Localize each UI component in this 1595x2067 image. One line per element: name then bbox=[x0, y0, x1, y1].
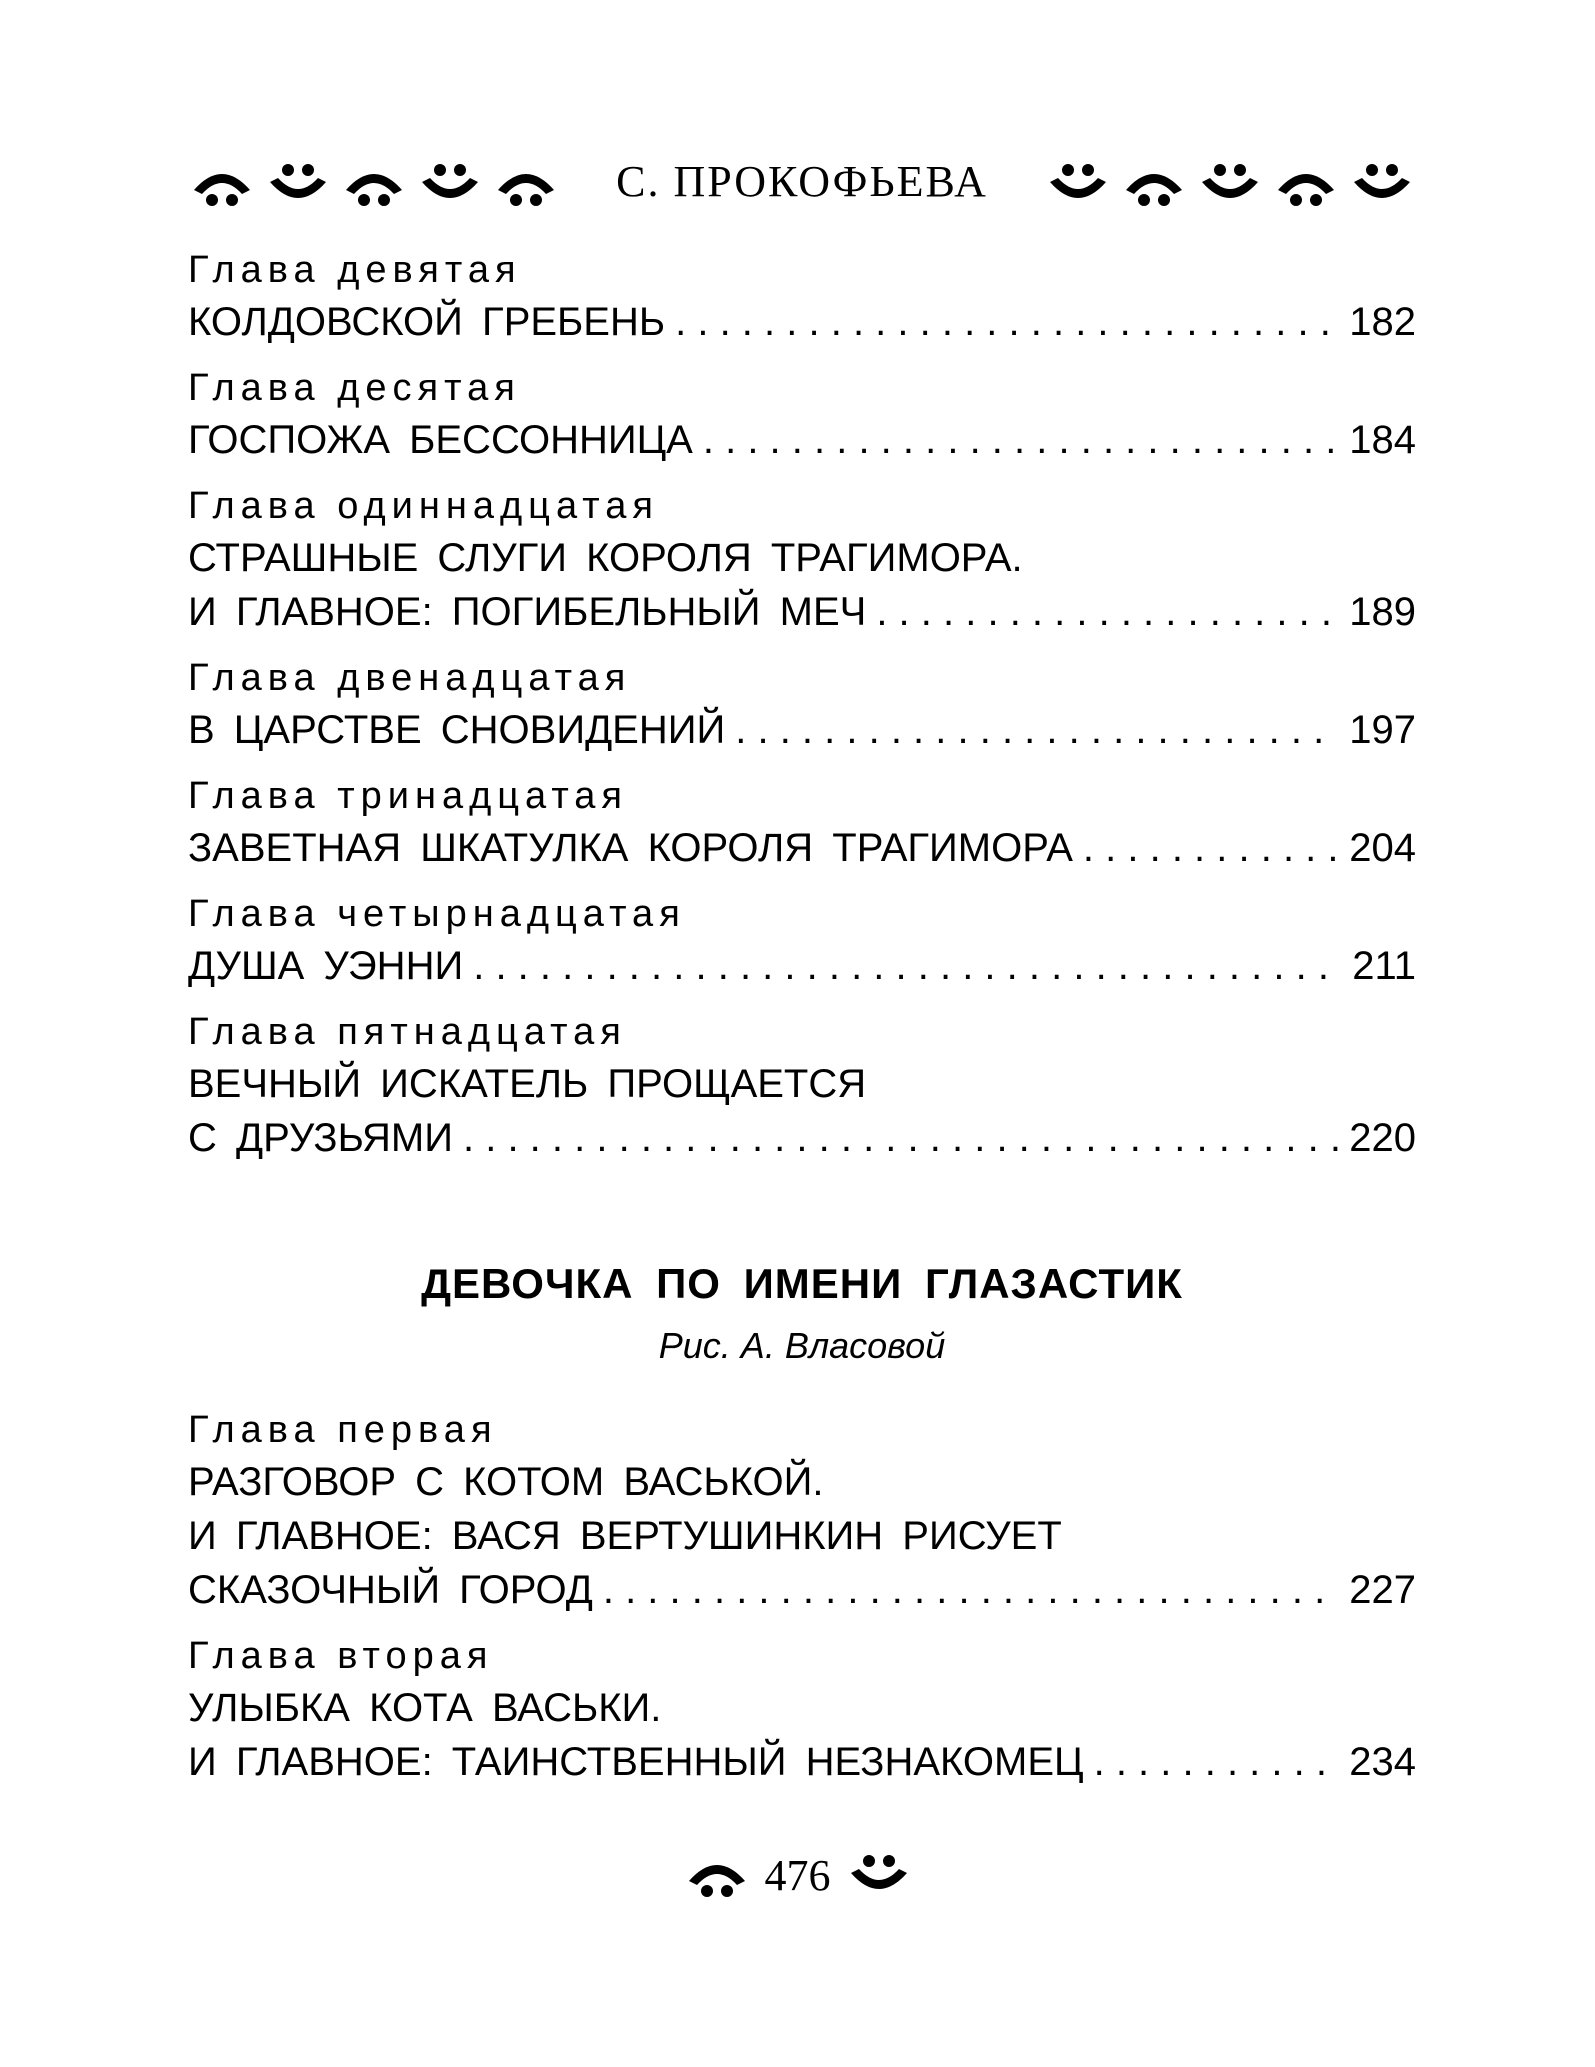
dot-leader bbox=[675, 295, 1339, 349]
page-ref: 189 bbox=[1349, 590, 1416, 634]
smile-face-icon bbox=[845, 1851, 913, 1901]
toc-entry bbox=[188, 771, 1416, 875]
frown-face-icon bbox=[1120, 160, 1188, 210]
dot-leader bbox=[603, 1563, 1339, 1617]
toc-line bbox=[188, 821, 1416, 875]
chapter-label: Глава девятая bbox=[188, 249, 522, 291]
toc-entry bbox=[188, 889, 1416, 993]
running-header bbox=[188, 150, 1416, 220]
dot-leader bbox=[473, 939, 1342, 993]
chapter-title: СКАЗОЧНЫЙ ГОРОД bbox=[188, 1568, 593, 1612]
toc-line bbox=[188, 703, 1416, 757]
page-ref: 204 bbox=[1349, 826, 1416, 870]
chapter-label: Глава пятнадцатая bbox=[188, 1011, 627, 1053]
chapter-title: В ЦАРСТВЕ СНОВИДЕНИЙ bbox=[188, 708, 726, 752]
page-ref: 211 bbox=[1352, 944, 1416, 988]
chapter-title: ДУША УЭННИ bbox=[188, 944, 464, 988]
chapter-label: Глава десятая bbox=[188, 367, 521, 409]
toc-entry bbox=[188, 481, 1416, 639]
page-number: 476 bbox=[764, 1851, 831, 1900]
toc-entry bbox=[188, 245, 1416, 349]
chapter-label: Глава одиннадцатая bbox=[188, 485, 659, 527]
toc-line bbox=[188, 295, 1416, 349]
chapter-title-line: СТРАШНЫЕ СЛУГИ КОРОЛЯ ТРАГИМОРА. bbox=[188, 536, 1023, 580]
dot-leader bbox=[735, 703, 1339, 757]
smile-face-icon bbox=[1348, 160, 1416, 210]
chapter-title: ГОСПОЖА БЕССОННИЦА bbox=[188, 418, 693, 462]
toc-part-1 bbox=[188, 245, 1416, 1165]
illustrator-credit: Рис. А. Власовой bbox=[658, 1325, 946, 1366]
chapter-title: С ДРУЗЬЯМИ bbox=[188, 1116, 453, 1160]
toc-part-2 bbox=[188, 1405, 1416, 1789]
section-title: ДЕВОЧКА ПО ИМЕНИ ГЛАЗАСТИК bbox=[421, 1260, 1183, 1307]
chapter-title-line: РАЗГОВОР С КОТОМ ВАСЬКОЙ. bbox=[188, 1460, 824, 1504]
ornament-right bbox=[1044, 160, 1416, 210]
toc-line bbox=[188, 585, 1416, 639]
page-ref: 227 bbox=[1349, 1568, 1416, 1612]
dot-leader bbox=[876, 585, 1339, 639]
chapter-label: Глава первая bbox=[188, 1409, 498, 1451]
page-ref: 182 bbox=[1349, 300, 1416, 344]
dot-leader bbox=[703, 413, 1339, 467]
toc-line bbox=[188, 1111, 1416, 1165]
toc-line bbox=[188, 1735, 1416, 1789]
page-ref: 184 bbox=[1349, 418, 1416, 462]
chapter-label: Глава тринадцатая bbox=[188, 775, 629, 817]
toc-entry bbox=[188, 363, 1416, 467]
chapter-title: ЗАВЕТНАЯ ШКАТУЛКА КОРОЛЯ ТРАГИМОРА bbox=[188, 826, 1073, 870]
chapter-title-line: И ГЛАВНОЕ: ВАСЯ ВЕРТУШИНКИН РИСУЕТ bbox=[188, 1514, 1062, 1558]
toc-entry bbox=[188, 1631, 1416, 1789]
toc-line bbox=[188, 1563, 1416, 1617]
author-name: С. ПРОКОФЬЕВА bbox=[616, 157, 988, 206]
dot-leader bbox=[1083, 821, 1339, 875]
page-ref: 197 bbox=[1349, 708, 1416, 752]
chapter-label: Глава вторая bbox=[188, 1635, 494, 1677]
chapter-label: Глава четырнадцатая bbox=[188, 893, 686, 935]
page-ref: 234 bbox=[1349, 1740, 1416, 1784]
chapter-title: И ГЛАВНОЕ: ТАИНСТВЕННЫЙ НЕЗНАКОМЕЦ bbox=[188, 1740, 1084, 1784]
toc-entry bbox=[188, 653, 1416, 757]
frown-face-icon bbox=[683, 1851, 751, 1901]
toc-line bbox=[188, 413, 1416, 467]
smile-face-icon bbox=[1044, 160, 1112, 210]
chapter-title-line: ВЕЧНЫЙ ИСКАТЕЛЬ ПРОЩАЕТСЯ bbox=[188, 1062, 867, 1106]
toc-line bbox=[188, 939, 1416, 993]
page-ref: 220 bbox=[1349, 1116, 1416, 1160]
page-footer bbox=[0, 1850, 1595, 1901]
smile-face-icon bbox=[1196, 160, 1264, 210]
dot-leader bbox=[1094, 1735, 1340, 1789]
toc-entry bbox=[188, 1007, 1416, 1165]
chapter-title: И ГЛАВНОЕ: ПОГИБЕЛЬНЫЙ МЕЧ bbox=[188, 590, 867, 634]
chapter-label: Глава двенадцатая bbox=[188, 657, 632, 699]
dot-leader bbox=[463, 1111, 1339, 1165]
chapter-title-line: УЛЫБКА КОТА ВАСЬКИ. bbox=[188, 1686, 662, 1730]
chapter-title: КОЛДОВСКОЙ ГРЕБЕНЬ bbox=[188, 300, 666, 344]
frown-face-icon bbox=[1272, 160, 1340, 210]
toc-entry bbox=[188, 1405, 1416, 1617]
